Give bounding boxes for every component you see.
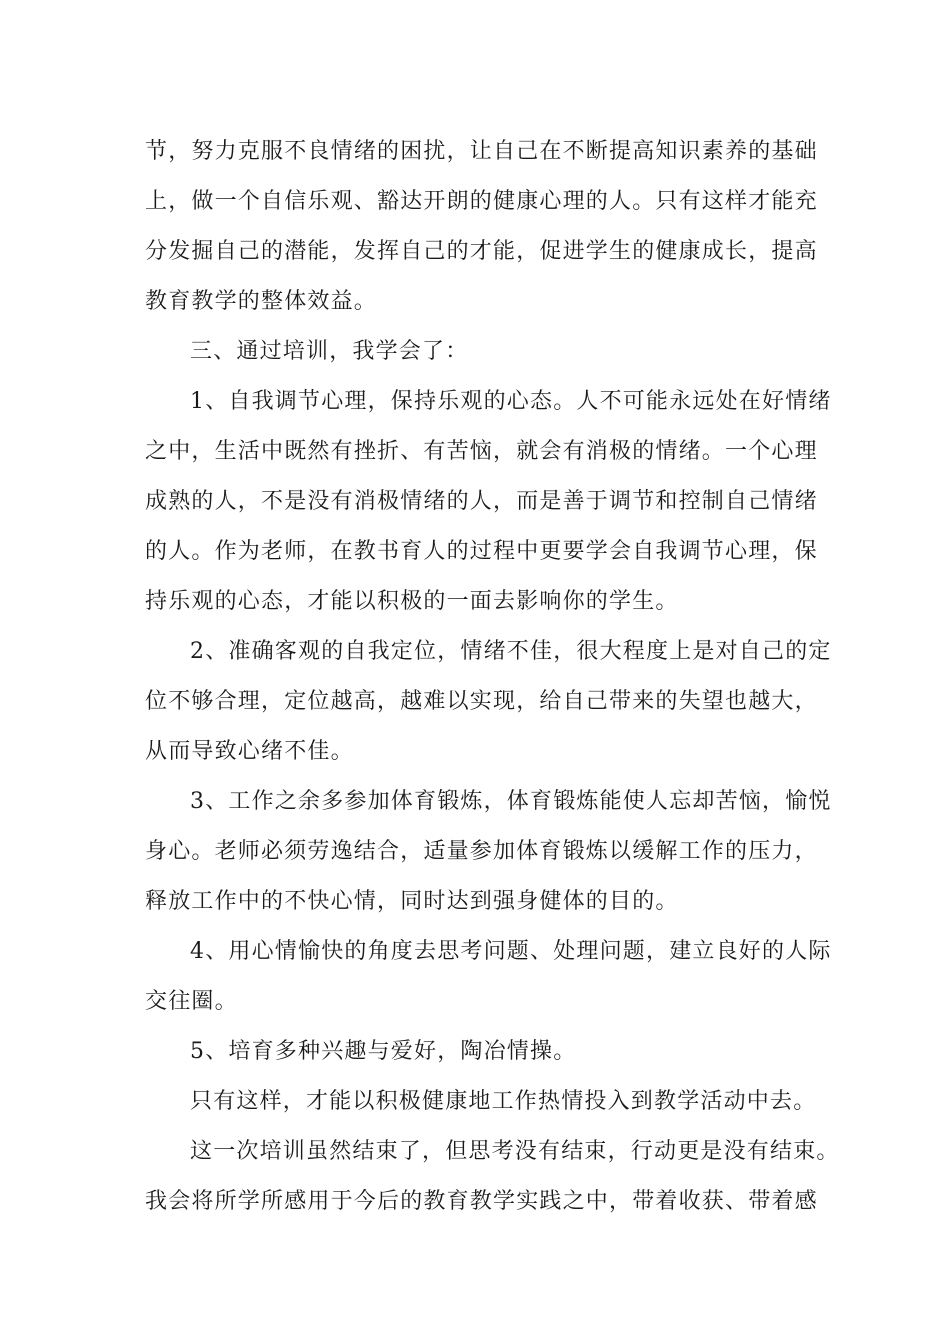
text-line-9: 的人。作为老师，在教书育人的过程中更要学会自我调节心理，保 [145,539,818,564]
text-line-10: 持乐观的心态，才能以积极的一面去影响你的学生。 [145,589,679,614]
text-line-14: 3、工作之余多参加体育锻炼，体育锻炼能使人忘却苦恼，愉悦 [190,789,832,814]
text-line-20: 只有这样，才能以积极健康地工作热情投入到教学活动中去。 [190,1089,817,1114]
text-line-4: 教育教学的整体效益。 [145,289,378,314]
text-line-8: 成熟的人，不是没有消极情绪的人，而是善于调节和控制自己情绪 [145,489,818,514]
text-line-3: 分发掘自己的潜能，发挥自己的才能，促进学生的健康成长，提高 [145,239,818,264]
text-line-6: 1、自我调节心理，保持乐观的心态。人不可能永远处在好情绪 [190,389,832,414]
text-line-7: 之中，生活中既然有挫折、有苦恼，就会有消极的情绪。一个心理 [145,439,818,464]
text-line-15: 身心。老师必须劳逸结合，适量参加体育锻炼以缓解工作的压力， [145,839,818,864]
text-line-13: 从而导致心绪不佳。 [145,739,354,764]
text-line-17: 4、用心情愉快的角度去思考问题、处理问题，建立良好的人际 [190,939,832,964]
section-heading-3: 三、通过培训，我学会了： [190,339,469,364]
text-line-21: 这一次培训虽然结束了，但思考没有结束，行动更是没有结束。 [190,1139,840,1164]
text-line-16: 释放工作中的不快心情，同时达到强身健体的目的。 [145,889,679,914]
text-line-2: 上，做一个自信乐观、豁达开朗的健康心理的人。只有这样才能充 [145,189,818,214]
text-line-22: 我会将所学所感用于今后的教育教学实践之中，带着收获、带着感 [145,1189,818,1214]
text-line-18: 交往圈。 [145,989,238,1014]
text-line-12: 位不够合理，定位越高，越难以实现，给自己带来的失望也越大， [145,689,818,714]
text-line-1: 节，努力克服不良情绪的困扰，让自己在不断提高知识素养的基础 [145,139,818,164]
text-line-19: 5、培育多种兴趣与爱好，陶冶情操。 [190,1039,577,1064]
text-line-11: 2、准确客观的自我定位，情绪不佳，很大程度上是对自己的定 [190,639,832,664]
